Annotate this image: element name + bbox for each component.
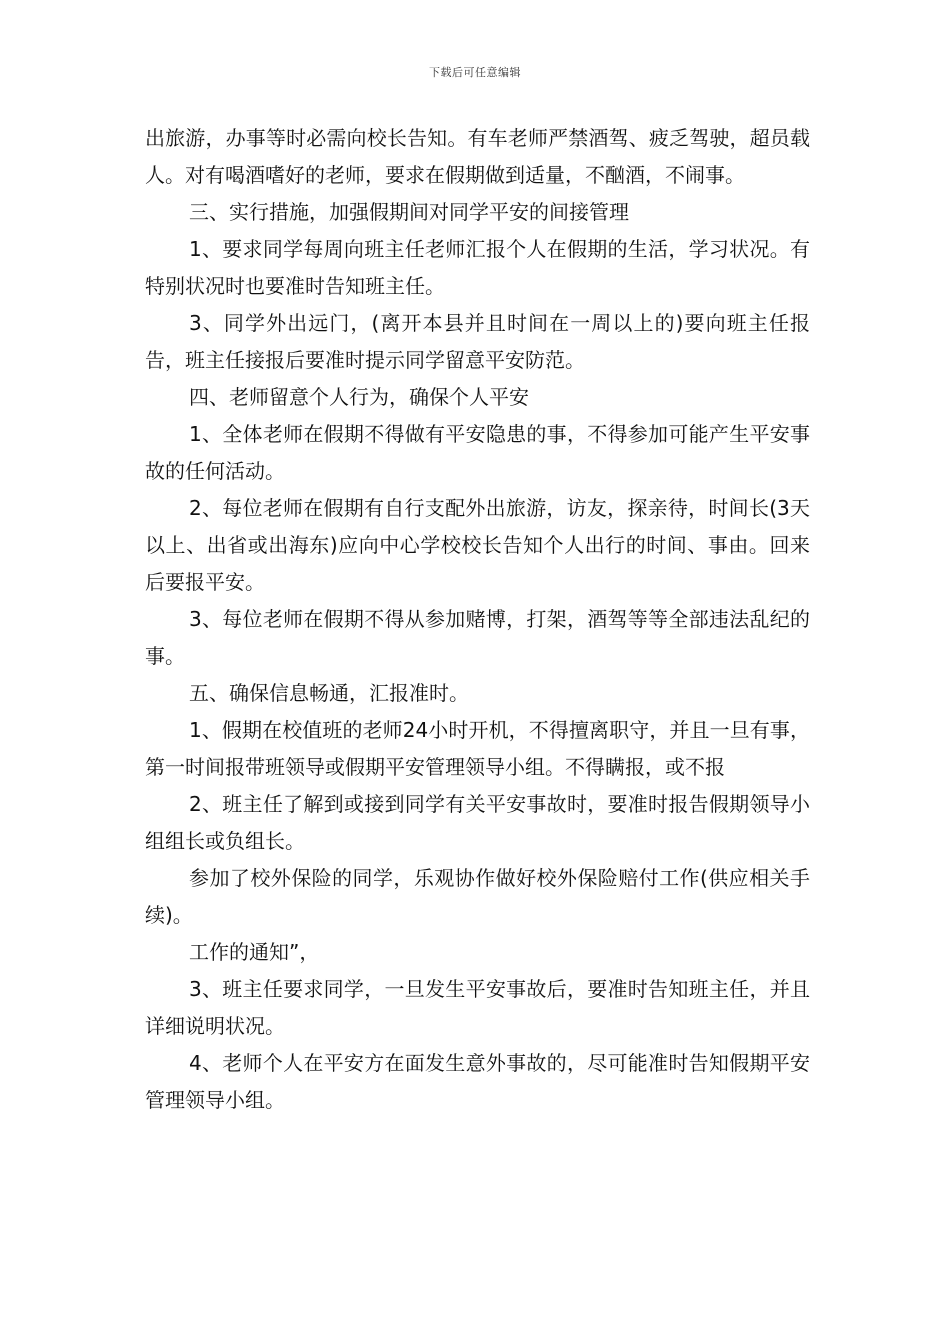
paragraph: 3、班主任要求同学，一旦发生平安事故后，要准时告知班主任，并且详细说明状况。 — [145, 977, 810, 1038]
paragraph: 1、假期在校值班的老师24小时开机，不得擅离职守，并且一旦有事，第一时间报带班领导或假期平安管理领导小组。不得瞒报，或不报 — [145, 718, 810, 779]
paragraph: 2、每位老师在假期有自行支配外出旅游，访友，探亲待，时间长(3天以上、出省或出海东)应向中心学校校长告知个人出行的时间、事由。回来后要报平安。 — [145, 496, 810, 594]
section-heading: 五、确保信息畅通，汇报准时。 — [189, 681, 469, 705]
section-heading: 四、老师留意个人行为，确保个人平安 — [189, 385, 529, 409]
paragraph: 1、要求同学每周向班主任老师汇报个人在假期的生活，学习状况。有特别状况时也要准时告知班主任。 — [145, 237, 810, 298]
paragraph: 2、班主任了解到或接到同学有关平安事故时，要准时报告假期领导小组组长或负组长。 — [145, 792, 810, 853]
section-heading: 三、实行措施，加强假期间对同学平安的间接管理 — [189, 200, 629, 224]
paragraph: 出旅游，办事等时必需向校长告知。有车老师严禁酒驾、疲乏驾驶，超员载人。对有喝酒嗜好的老师，要求在假期做到适量，不酗酒，不闹事。 — [145, 126, 810, 187]
page-header: 下载后可任意编辑 — [429, 66, 521, 79]
paragraph: 工作的通知”， — [189, 940, 320, 964]
paragraph: 3、每位老师在假期不得从参加赌博，打架，酒驾等等全部违法乱纪的事。 — [145, 607, 810, 668]
paragraph: 参加了校外保险的同学，乐观协作做好校外保险赔付工作(供应相关手续)。 — [145, 866, 810, 927]
paragraph: 1、全体老师在假期不得做有平安隐患的事，不得参加可能产生平安事故的任何活动。 — [145, 422, 810, 483]
paragraph: 3、同学外出远门，(离开本县并且时间在一周以上的)要向班主任报告，班主任接报后要准时提示同学留意平安防范。 — [145, 311, 810, 372]
paragraph: 4、老师个人在平安方在面发生意外事故的，尽可能准时告知假期平安管理领导小组。 — [145, 1051, 810, 1112]
document-body — [145, 120, 810, 1119]
